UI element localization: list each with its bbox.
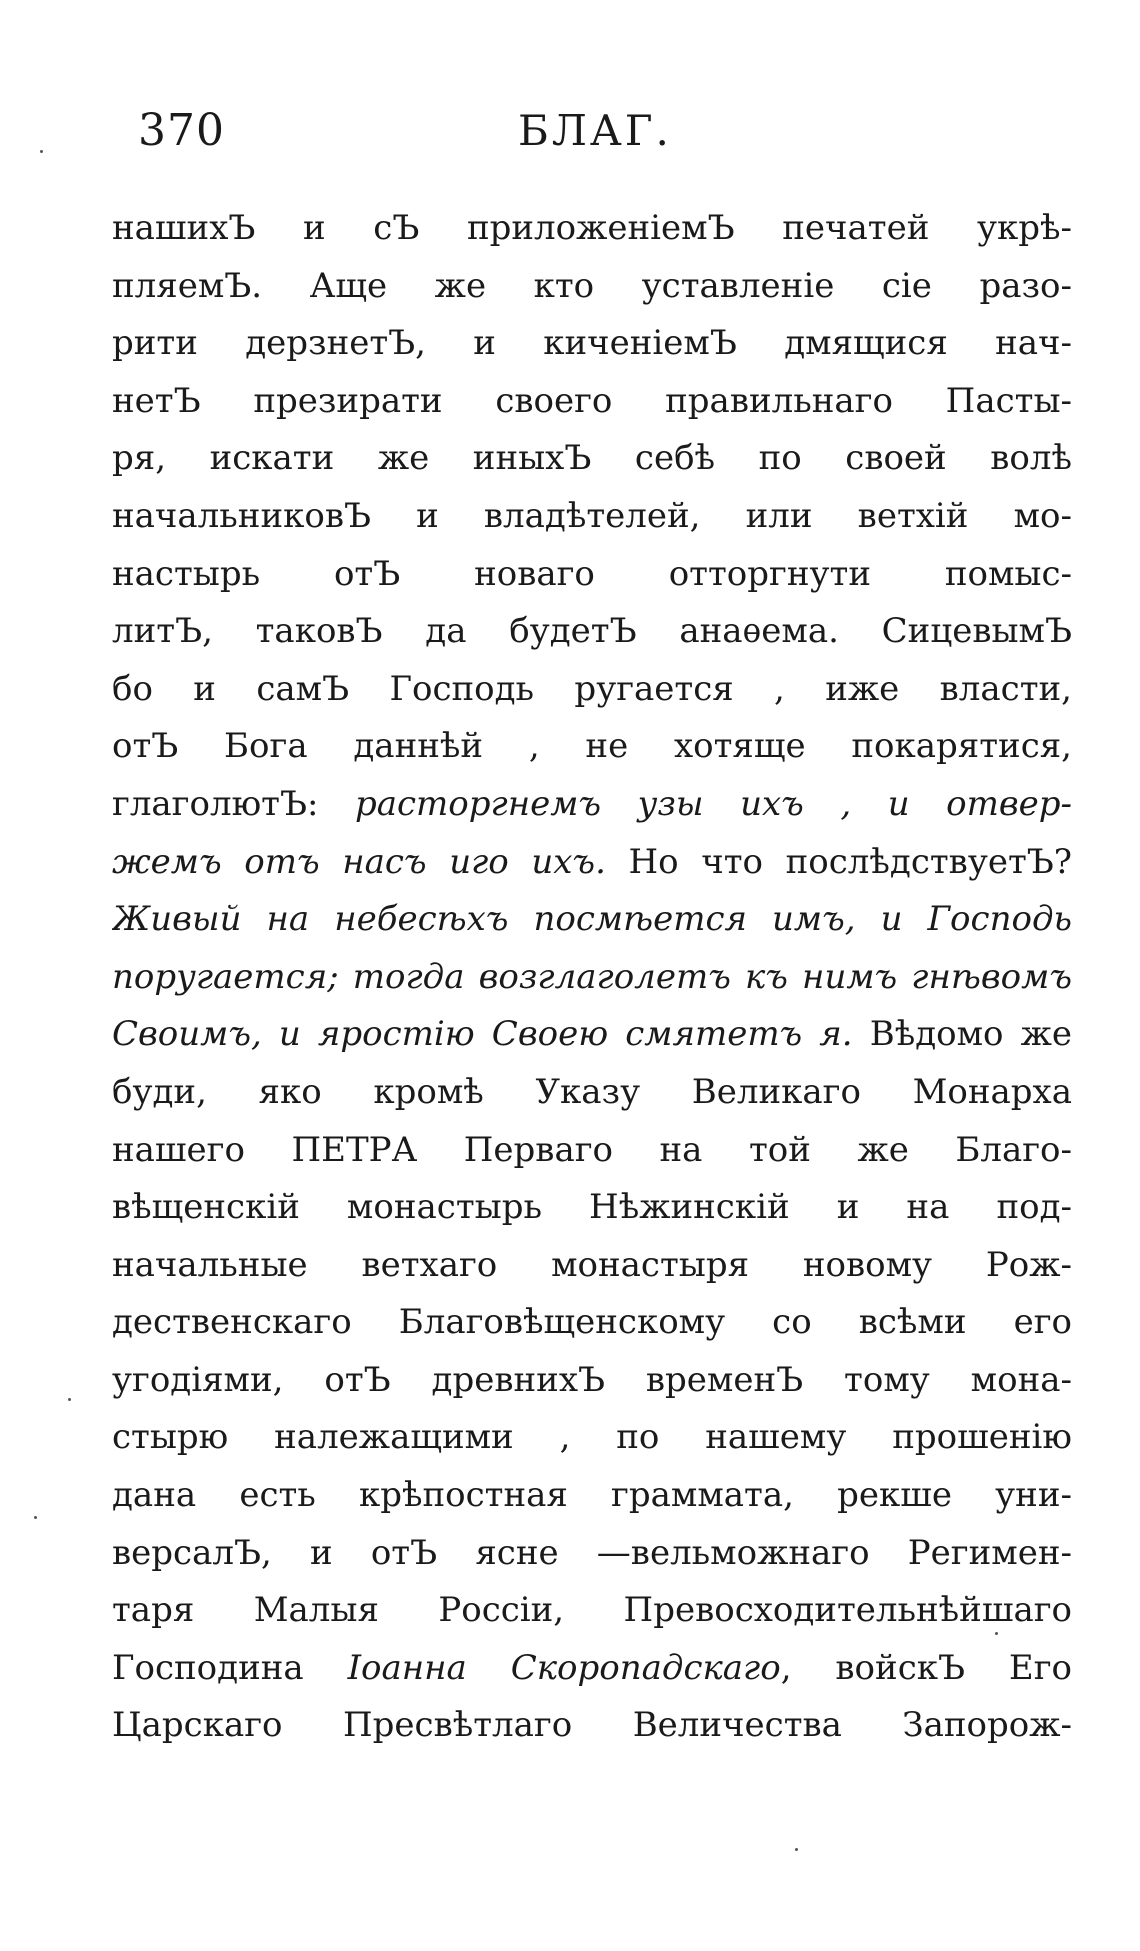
text-line [112,891,1072,949]
text-line [112,1525,1072,1583]
text-line [112,834,1072,892]
italic-quotation: жемъ отъ насъ иго ихъ. [112,841,606,882]
text-segment: глаголютЪ: [112,783,355,824]
text-segment: нашего ПЕТРА Перваго на той же Благо- [112,1129,1072,1170]
paper-speck [34,1516,37,1519]
paper-speck [68,1398,71,1401]
text-segment: литЪ, таковЪ да будетЪ анаѳема. СицевымЪ [112,611,1072,652]
text-segment: буди, яко кромѣ Указу Великаго Монарха [112,1071,1072,1112]
text-line [112,1352,1072,1410]
text-line [112,200,1072,258]
text-segment: настырь отЪ новаго отторгнути помыс- [112,553,1072,594]
text-line [112,1006,1072,1064]
text-line [112,1409,1072,1467]
text-segment: угодіями, отЪ древнихЪ временЪ тому мона- [112,1359,1072,1400]
text-segment: нашихЪ и сЪ приложеніемЪ печатей укрѣ- [112,208,1072,248]
text-line [112,1122,1072,1180]
italic-quotation: Іоанна Скоропадскаго [347,1647,781,1688]
text-line [112,1064,1072,1122]
text-line [112,258,1072,316]
italic-quotation: поругается; тогда возглаголетъ къ нимъ гнѣвомъ [112,956,1072,997]
italic-quotation: Своимъ, и яростію Своею смятетъ я. [112,1014,853,1055]
text-segment: начальниковЪ и владѣтелей, или ветхій мо- [112,495,1072,536]
text-segment: отЪ Бога даннѣй , не хотяще покарятися, [112,726,1072,767]
text-segment: нетЪ презирати своего правильнаго Пасты- [112,380,1072,421]
text-line [112,1294,1072,1352]
text-segment: ря, искати же иныхЪ себѣ по своей волѣ [112,438,1072,479]
text-line [112,1179,1072,1237]
text-line [112,603,1072,661]
text-segment: Царскаго Пресвѣтлаго Величества Запорож- [112,1705,1072,1746]
text-segment: таря Малыя Россіи, Превосходительнѣйшаго [112,1590,1072,1631]
text-segment: пляемЪ. Аще же кто уставленіе сіе разо- [112,265,1072,306]
text-segment: версалЪ, и отЪ ясне —вельможнаго Регимен- [112,1532,1072,1573]
text-segment: начальные ветхаго монастыря новому Рож- [112,1244,1072,1285]
body-text [112,200,1072,1755]
text-line [112,1697,1072,1755]
text-segment: Господина [112,1647,348,1688]
text-segment: Вѣдомо же [852,1014,1072,1055]
paper-speck [40,150,43,153]
text-line [112,1237,1072,1295]
text-line [112,430,1072,488]
text-segment: , войскЪ Его [780,1647,1072,1688]
text-line [112,949,1072,1007]
text-line [112,488,1072,546]
page-header [138,96,1018,166]
text-line [112,718,1072,776]
text-segment: стырю належащими , по нашему прошенію [112,1417,1072,1458]
text-line [112,776,1072,834]
text-line [112,315,1072,373]
running-head: БЛАГ. [518,106,672,155]
italic-quotation: расторгнемъ узы ихъ , и отвер- [354,783,1072,824]
text-segment: вѣщенскій монастырь Нѣжинскій и на под- [112,1187,1072,1228]
text-line [112,1467,1072,1525]
text-segment: бо и самЪ Господь ругается , иже власти, [112,668,1072,709]
page-number: 370 [138,105,225,156]
text-segment: Но что послѣдствуетЪ? [605,841,1072,882]
text-line [112,546,1072,604]
text-segment: дественскаго Благовѣщенскому со всѣми его [112,1302,1072,1343]
text-segment: рити дерзнетЪ, и киченіемЪ дмящися нач- [112,323,1072,364]
text-line [112,661,1072,719]
text-line [112,1640,1072,1698]
text-line [112,1582,1072,1640]
italic-quotation: Живый на небесѣхъ посмѣется имъ, и Господь [112,899,1072,940]
text-segment: дана есть крѣпостная граммата, рекше уни- [112,1475,1072,1516]
paper-speck [795,1848,798,1851]
text-line [112,373,1072,431]
paper-speck [995,1632,998,1635]
